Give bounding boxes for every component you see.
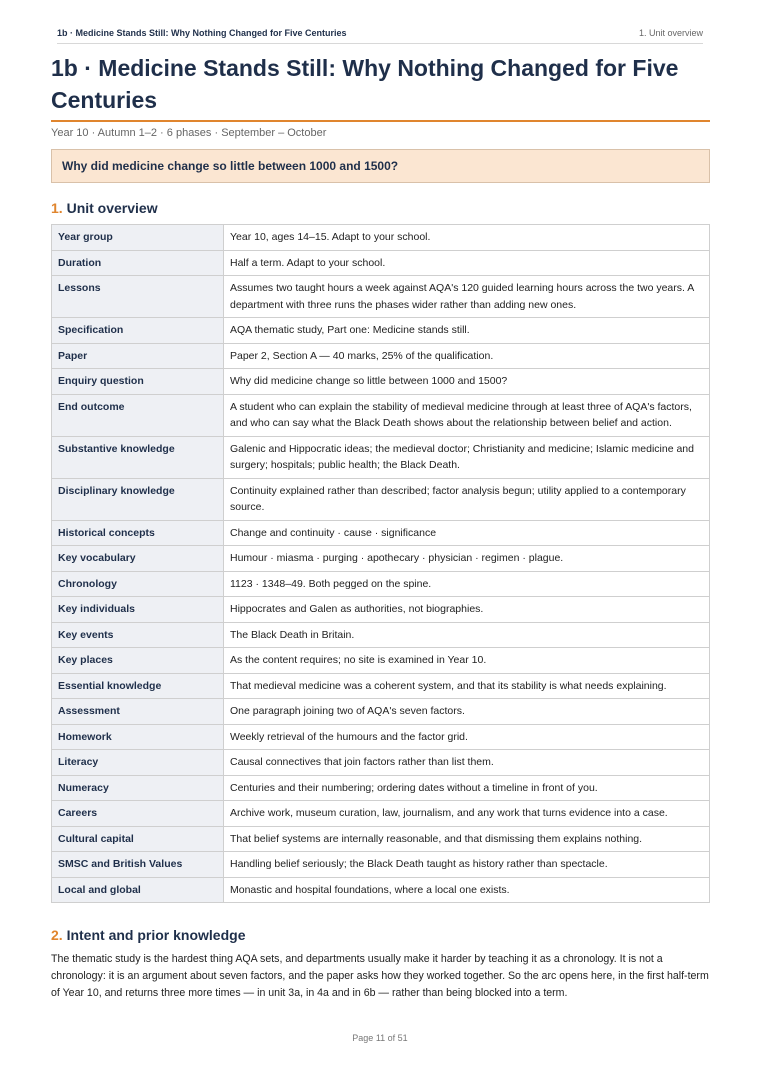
- intent-paragraph: The thematic study is the hardest thing AQA sets, and departments usually make it harder by teaching it as a chronology. It is not a chronology: it is an argument about seven factors, and the paper asks how they worked together. So the arc opens here, in the first half-term of Year 10, and returns three more times — in unit 3a, in 4a and in 6b — rather than being blocked into a term.: [51, 953, 709, 999]
- row-label: Paper: [52, 343, 224, 369]
- table-row: [52, 597, 710, 623]
- row-value: Weekly retrieval of the humours and the factor grid.: [224, 724, 710, 750]
- running-header-title: 1b · Medicine Stands Still: Why Nothing Changed for Five Centuries: [57, 28, 347, 38]
- row-value: Monastic and hospital foundations, where a local one exists.: [224, 877, 710, 903]
- row-label: Specification: [52, 318, 224, 344]
- table-row: [52, 750, 710, 776]
- section-title: Unit overview: [66, 200, 158, 216]
- section-number: 1.: [51, 200, 63, 216]
- enquiry-callout: [51, 149, 710, 183]
- row-label: Key vocabulary: [52, 546, 224, 572]
- row-label: Historical concepts: [52, 520, 224, 546]
- row-label: Cultural capital: [52, 826, 224, 852]
- table-row: [52, 343, 710, 369]
- running-header: [57, 28, 703, 44]
- row-label: Enquiry question: [52, 369, 224, 395]
- row-value: As the content requires; no site is examined in Year 10.: [224, 648, 710, 674]
- row-value: Causal connectives that join factors rather than list them.: [224, 750, 710, 776]
- unit-meta: Year 10 · Autumn 1–2 · 6 phases · September – October: [51, 127, 327, 139]
- row-label: Literacy: [52, 750, 224, 776]
- row-value: Paper 2, Section A — 40 marks, 25% of the qualification.: [224, 343, 710, 369]
- table-row: [52, 775, 710, 801]
- row-label: End outcome: [52, 394, 224, 436]
- title-divider: [51, 120, 710, 122]
- row-label: Local and global: [52, 877, 224, 903]
- row-label: Careers: [52, 801, 224, 827]
- section-title: Intent and prior knowledge: [66, 927, 246, 943]
- running-header-section: 1. Unit overview: [638, 28, 703, 38]
- enquiry-question-text: Why did medicine change so little between 1000 and 1500?: [62, 159, 399, 173]
- section-heading-unit-overview: [51, 200, 158, 216]
- row-value: AQA thematic study, Part one: Medicine stands still.: [224, 318, 710, 344]
- row-label: Key events: [52, 622, 224, 648]
- table-row: [52, 520, 710, 546]
- table-row: [52, 852, 710, 878]
- table-row: [52, 250, 710, 276]
- table-row: [52, 648, 710, 674]
- row-label: SMSC and British Values: [52, 852, 224, 878]
- row-label: Substantive knowledge: [52, 436, 224, 478]
- row-value: 1123 · 1348–49. Both pegged on the spine.: [224, 571, 710, 597]
- page-number: Page 11 of 51: [352, 1033, 408, 1043]
- page-title: 1b · Medicine Stands Still: Why Nothing Changed for Five Centuries: [51, 55, 679, 113]
- row-value: Continuity explained rather than described; factor analysis begun; utility applied to a contemporary source.: [224, 478, 710, 520]
- row-value: Handling belief seriously; the Black Death taught as history rather than spectacle.: [224, 852, 710, 878]
- table-row: [52, 369, 710, 395]
- table-row: [52, 318, 710, 344]
- row-value: The Black Death in Britain.: [224, 622, 710, 648]
- row-value: Galenic and Hippocratic ideas; the medieval doctor; Christianity and medicine; Islamic medicine and surgery; hospitals; public health; the Black Death.: [224, 436, 710, 478]
- row-value: Year 10, ages 14–15. Adapt to your school.: [224, 225, 710, 251]
- table-row: [52, 571, 710, 597]
- row-value: Archive work, museum curation, law, journalism, and any work that turns evidence into a case.: [224, 801, 710, 827]
- table-row: [52, 826, 710, 852]
- row-label: Essential knowledge: [52, 673, 224, 699]
- row-label: Lessons: [52, 276, 224, 318]
- table-row: [52, 699, 710, 725]
- row-label: Assessment: [52, 699, 224, 725]
- table-row: [52, 673, 710, 699]
- row-value: Humour · miasma · purging · apothecary · physician · regimen · plague.: [224, 546, 710, 572]
- row-value: That belief systems are internally reasonable, and that dismissing them explains nothing.: [224, 826, 710, 852]
- table-row: [52, 478, 710, 520]
- row-value: A student who can explain the stability of medieval medicine through at least three of AQA's factors, and who can say what the Black Death shows about the relationship between belief and action.: [224, 394, 710, 436]
- row-value: That medieval medicine was a coherent system, and that its stability is what needs explaining.: [224, 673, 710, 699]
- table-row: [52, 622, 710, 648]
- table-row: [52, 225, 710, 251]
- row-value: Change and continuity · cause · significance: [224, 520, 710, 546]
- table-row: [52, 436, 710, 478]
- row-label: Duration: [52, 250, 224, 276]
- row-label: Chronology: [52, 571, 224, 597]
- row-value: Hippocrates and Galen as authorities, not biographies.: [224, 597, 710, 623]
- row-label: Disciplinary knowledge: [52, 478, 224, 520]
- section-number: 2.: [51, 927, 63, 943]
- section-heading-intent: [51, 927, 245, 943]
- row-value: Centuries and their numbering; ordering dates without a timeline in front of you.: [224, 775, 710, 801]
- table-row: [52, 724, 710, 750]
- row-label: Key places: [52, 648, 224, 674]
- row-label: Numeracy: [52, 775, 224, 801]
- row-value: One paragraph joining two of AQA's seven factors.: [224, 699, 710, 725]
- table-row: [52, 546, 710, 572]
- unit-overview-table: [51, 224, 710, 903]
- row-label: Key individuals: [52, 597, 224, 623]
- table-row: [52, 394, 710, 436]
- row-value: Why did medicine change so little between 1000 and 1500?: [224, 369, 710, 395]
- row-label: Year group: [52, 225, 224, 251]
- table-row: [52, 276, 710, 318]
- row-label: Homework: [52, 724, 224, 750]
- table-row: [52, 801, 710, 827]
- table-row: [52, 877, 710, 903]
- row-value: Half a term. Adapt to your school.: [224, 250, 710, 276]
- row-value: Assumes two taught hours a week against AQA's 120 guided learning hours across the two years. A department with three runs the phases wider rather than adding new ones.: [224, 276, 710, 318]
